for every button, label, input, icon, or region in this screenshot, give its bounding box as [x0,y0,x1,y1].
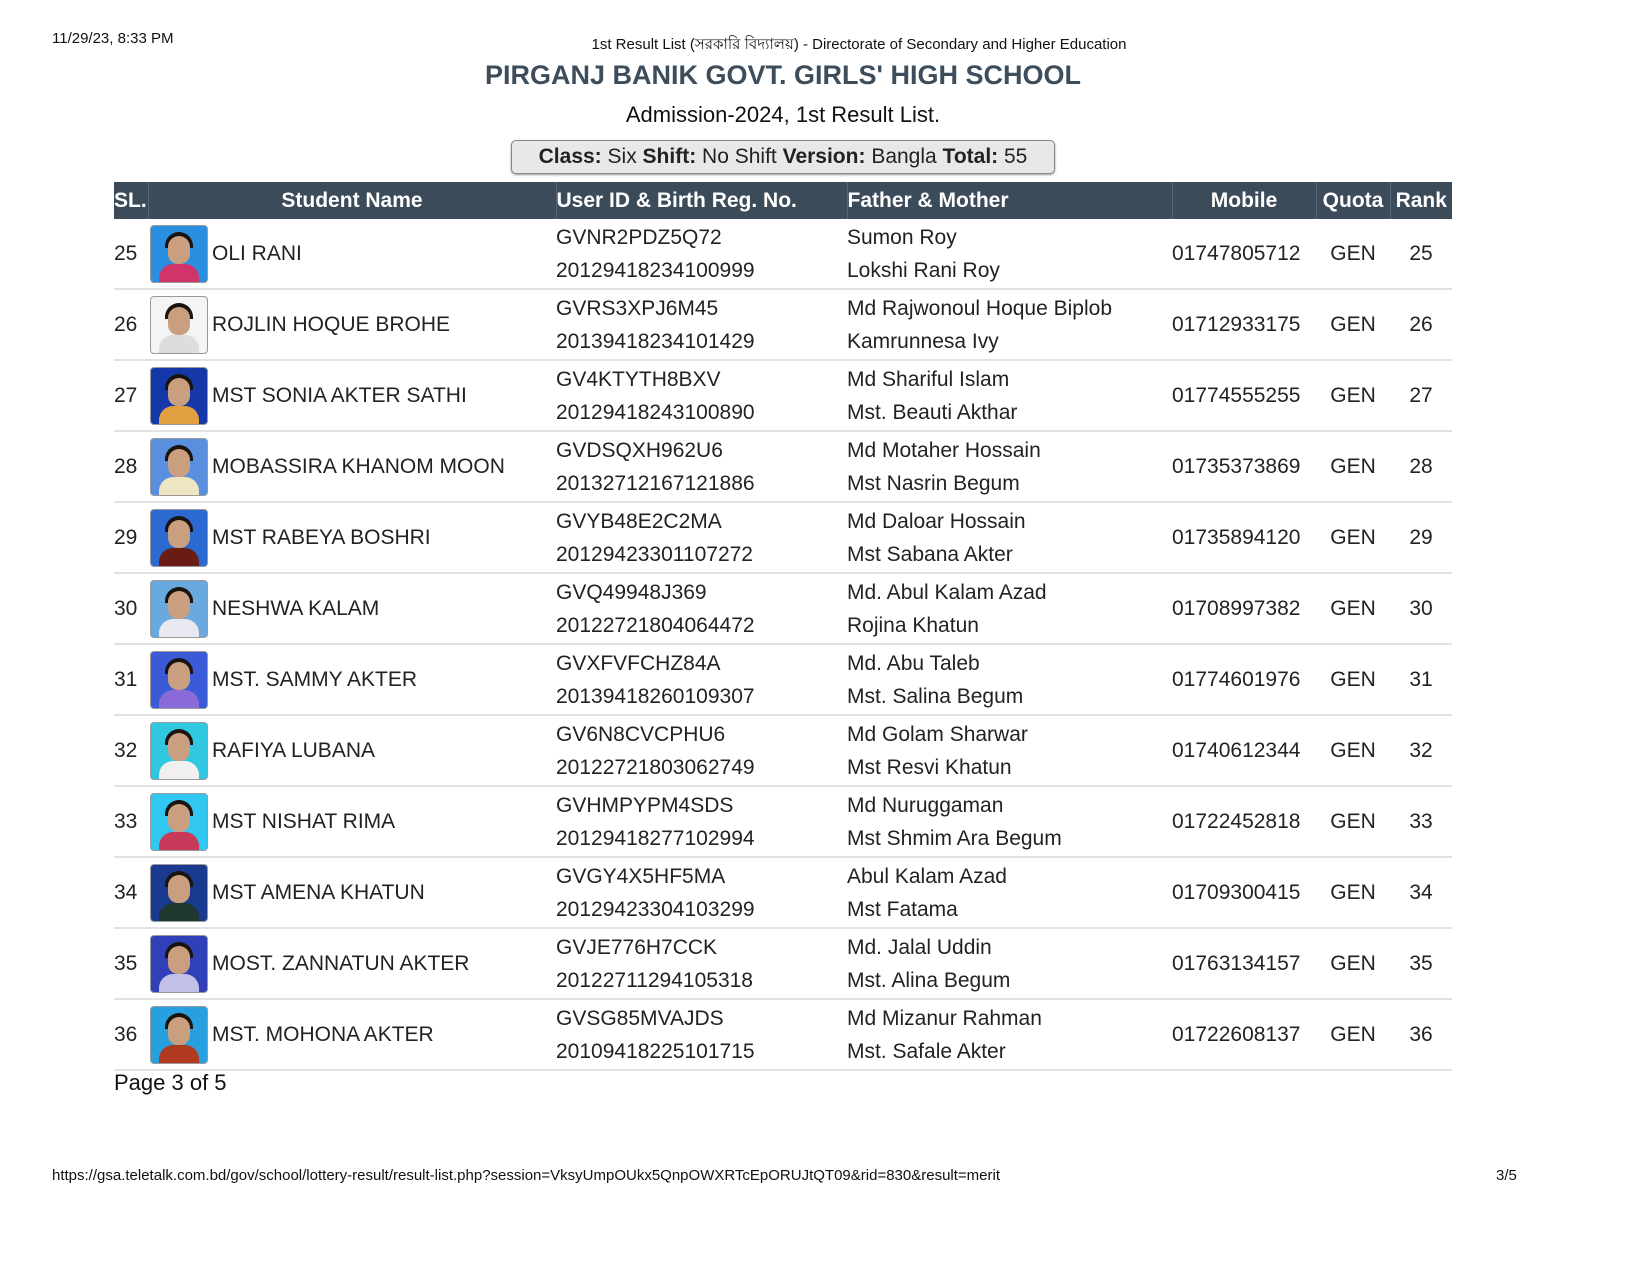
quota-cell: GEN [1316,573,1390,644]
user-id: GVXFVFCHZ84A [556,651,721,675]
user-id: GVDSQXH962U6 [556,438,723,462]
father-name: Md Shariful Islam [847,367,1010,391]
print-doc-title [0,33,1650,58]
rank-cell: 30 [1390,573,1452,644]
mother-name: Mst Sabana Akter [847,542,1013,566]
parents-cell [847,999,1172,1070]
student-name: MST RABEYA BOSHRI [212,525,431,549]
table-row [114,715,1452,786]
id-cell [556,431,847,502]
mobile-cell: 01763134157 [1172,928,1316,999]
mobile-cell: 01747805712 [1172,219,1316,289]
quota-cell: GEN [1316,928,1390,999]
total-label: Total: [942,145,999,168]
result-subtitle: Admission-2024, 1st Result List. [625,102,941,127]
birth-reg-no: 20129418243100890 [556,400,755,424]
quota-cell: GEN [1316,999,1390,1070]
class-label: Class: [538,145,602,168]
shift-label: Shift: [642,145,697,168]
rank-cell: 34 [1390,857,1452,928]
father-name: Md Daloar Hossain [847,509,1026,533]
birth-reg-no: 20129418234100999 [556,258,755,282]
doc-title-text: 1st Result List (সরকারি বিদ্যালয়) - Directorate of Secondary and Higher Education [591,36,1127,53]
student-cell [148,573,556,644]
col-parents: Father & Mother [847,182,1172,219]
print-url: https://gsa.teletalk.com.bd/gov/school/lottery-result/result-list.php?session=VksyUmpOUkx5QnpOWXRTcEpORUJtQT09&rid=830&result=merit [52,1167,1001,1184]
student-name: MST NISHAT RIMA [212,809,396,833]
mobile-cell: 01735894120 [1172,502,1316,573]
shift-value: No Shift [702,145,777,168]
father-name: Md. Jalal Uddin [847,935,992,959]
result-table [114,182,1452,1071]
print-page-count: 3/5 [1496,1167,1517,1184]
student-name: MST AMENA KHATUN [212,880,425,904]
student-cell [148,644,556,715]
print-datetime: 11/29/23, 8:33 PM [52,30,174,47]
sl-cell: 26 [114,289,148,360]
table-row [114,928,1452,999]
quota-cell: GEN [1316,644,1390,715]
father-name: Abul Kalam Azad [847,864,1007,888]
parents-cell [847,715,1172,786]
rank-cell: 26 [1390,289,1452,360]
id-cell [556,715,847,786]
birth-reg-no: 20122721804064472 [556,613,755,637]
student-photo [150,509,208,567]
table-row [114,573,1452,644]
student-name: NESHWA KALAM [212,596,380,620]
mother-name: Kamrunnesa Ivy [847,329,999,353]
sl-cell: 33 [114,786,148,857]
student-name: OLI RANI [212,241,302,265]
student-cell [148,289,556,360]
quota-cell: GEN [1316,289,1390,360]
parents-cell [847,502,1172,573]
table-row [114,360,1452,431]
mother-name: Mst. Beauti Akthar [847,400,1018,424]
page-indicator: Page 3 of 5 [114,1070,227,1095]
school-name: PIRGANJ BANIK GOVT. GIRLS' HIGH SCHOOL [485,60,1081,90]
mother-name: Rojina Khatun [847,613,979,637]
father-name: Md Nuruggaman [847,793,1004,817]
id-cell [556,786,847,857]
id-cell [556,502,847,573]
rank-cell: 29 [1390,502,1452,573]
mobile-cell: 01712933175 [1172,289,1316,360]
table-row [114,999,1452,1070]
class-info-box [511,140,1055,174]
student-photo [150,722,208,780]
student-photo [150,225,208,283]
user-id: GV6N8CVCPHU6 [556,722,726,746]
quota-cell: GEN [1316,786,1390,857]
quota-cell: GEN [1316,431,1390,502]
mobile-cell: 01722608137 [1172,999,1316,1070]
father-name: Md. Abu Taleb [847,651,980,675]
parents-cell [847,360,1172,431]
student-cell [148,786,556,857]
student-cell [148,715,556,786]
birth-reg-no: 20139418260109307 [556,684,755,708]
father-name: Md Golam Sharwar [847,722,1028,746]
mobile-cell: 01708997382 [1172,573,1316,644]
birth-reg-no: 20129423304103299 [556,897,755,921]
id-cell [556,644,847,715]
mother-name: Lokshi Rani Roy [847,258,1000,282]
table-row [114,857,1452,928]
birth-reg-no: 20129423301107272 [556,542,753,566]
birth-reg-no: 20132712167121886 [556,471,755,495]
student-cell [148,999,556,1070]
student-photo [150,438,208,496]
class-value: Six [607,145,637,168]
col-user-id: User ID & Birth Reg. No. [556,182,847,219]
rank-cell: 31 [1390,644,1452,715]
rank-cell: 32 [1390,715,1452,786]
id-cell [556,219,847,289]
father-name: Md Mizanur Rahman [847,1006,1042,1030]
student-photo [150,651,208,709]
sl-cell: 32 [114,715,148,786]
table-row [114,786,1452,857]
mother-name: Mst Nasrin Begum [847,471,1020,495]
birth-reg-no: 20122721803062749 [556,755,755,779]
student-photo [150,793,208,851]
user-id: GVQ49948J369 [556,580,707,604]
father-name: Md Motaher Hossain [847,438,1041,462]
sl-cell: 36 [114,999,148,1070]
birth-reg-no: 20122711294105318 [556,968,753,992]
mother-name: Mst. Safale Akter [847,1039,1006,1063]
mother-name: Mst. Alina Begum [847,968,1011,992]
quota-cell: GEN [1316,857,1390,928]
mobile-cell: 01774601976 [1172,644,1316,715]
sl-cell: 29 [114,502,148,573]
parents-cell [847,786,1172,857]
student-cell [148,857,556,928]
parents-cell [847,928,1172,999]
mother-name: Mst Shmim Ara Begum [847,826,1062,850]
mobile-cell: 01722452818 [1172,786,1316,857]
rank-cell: 36 [1390,999,1452,1070]
user-id: GVJE776H7CCK [556,935,718,959]
sl-cell: 25 [114,219,148,289]
sl-cell: 31 [114,644,148,715]
user-id: GVNR2PDZ5Q72 [556,225,722,249]
id-cell [556,928,847,999]
user-id: GV4KTYTH8BXV [556,367,721,391]
user-id: GVSG85MVAJDS [556,1006,724,1030]
id-cell [556,573,847,644]
col-student-name: Student Name [148,182,556,219]
quota-cell: GEN [1316,715,1390,786]
parents-cell [847,644,1172,715]
sl-cell: 28 [114,431,148,502]
table-row [114,502,1452,573]
student-photo [150,1006,208,1064]
table-row [114,644,1452,715]
id-cell [556,857,847,928]
parents-cell [847,857,1172,928]
mother-name: Mst Resvi Khatun [847,755,1012,779]
student-cell [148,502,556,573]
quota-cell: GEN [1316,360,1390,431]
quota-cell: GEN [1316,219,1390,289]
parents-cell [847,289,1172,360]
mother-name: Mst Fatama [847,897,958,921]
mother-name: Mst. Salina Begum [847,684,1024,708]
student-photo [150,935,208,993]
birth-reg-no: 20139418234101429 [556,329,755,353]
student-photo [150,580,208,638]
rank-cell: 25 [1390,219,1452,289]
mobile-cell: 01735373869 [1172,431,1316,502]
sl-cell: 27 [114,360,148,431]
rank-cell: 27 [1390,360,1452,431]
version-value: Bangla [871,145,937,168]
id-cell [556,999,847,1070]
user-id: GVYB48E2C2MA [556,509,722,533]
rank-cell: 33 [1390,786,1452,857]
mobile-cell: 01740612344 [1172,715,1316,786]
table-header-row [114,182,1452,219]
student-name: MOST. ZANNATUN AKTER [212,951,470,975]
id-cell [556,289,847,360]
student-photo [150,296,208,354]
total-value: 55 [1004,145,1028,168]
father-name: Sumon Roy [847,225,957,249]
student-cell [148,360,556,431]
student-name: RAFIYA LUBANA [212,738,375,762]
mobile-cell: 01709300415 [1172,857,1316,928]
col-quota: Quota [1316,182,1390,219]
student-name: MST. MOHONA AKTER [212,1022,434,1046]
sl-cell: 30 [114,573,148,644]
table-row [114,289,1452,360]
table-row [114,431,1452,502]
birth-reg-no: 20129418277102994 [556,826,755,850]
student-cell [148,219,556,289]
quota-cell: GEN [1316,502,1390,573]
sl-cell: 34 [114,857,148,928]
student-cell [148,928,556,999]
id-cell [556,360,847,431]
user-id: GVGY4X5HF5MA [556,864,726,888]
birth-reg-no: 20109418225101715 [556,1039,755,1063]
student-name: ROJLIN HOQUE BROHE [212,312,451,336]
father-name: Md. Abul Kalam Azad [847,580,1047,604]
col-sl: SL. [114,182,148,219]
father-name: Md Rajwonoul Hoque Biplob [847,296,1112,320]
parents-cell [847,431,1172,502]
student-name: MST. SAMMY AKTER [212,667,417,691]
student-name: MST SONIA AKTER SATHI [212,383,467,407]
user-id: GVHMPYPM4SDS [556,793,734,817]
parents-cell [847,219,1172,289]
sl-cell: 35 [114,928,148,999]
student-photo [150,864,208,922]
mobile-cell: 01774555255 [1172,360,1316,431]
table-row [114,219,1452,289]
rank-cell: 28 [1390,431,1452,502]
student-cell [148,431,556,502]
parents-cell [847,573,1172,644]
version-label: Version: [782,145,866,168]
student-photo [150,367,208,425]
col-rank: Rank [1390,182,1452,219]
rank-cell: 35 [1390,928,1452,999]
student-name: MOBASSIRA KHANOM MOON [212,454,505,478]
col-mobile: Mobile [1172,182,1316,219]
user-id: GVRS3XPJ6M45 [556,296,719,320]
